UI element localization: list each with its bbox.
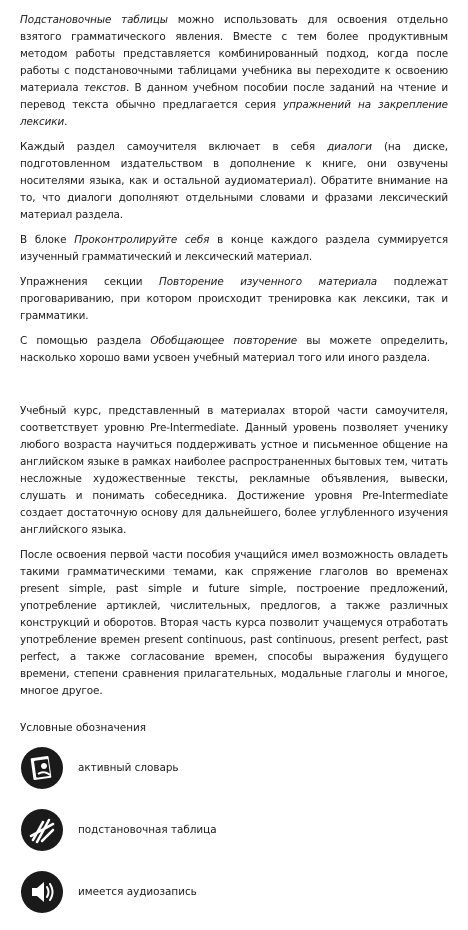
text-segment: можно использовать для освоения отдельно взятого грамматического явления. Вместе с тем более продуктивным методом работы представляется комбинированный подход, когда после работы с подстановочными таблицами учебника вы переходите к освоению материала [20,14,449,94]
text-segment: подлежат проговариванию, при котором происходит тренировка как лексики, так и грамматики. [20,276,448,322]
paragraph [20,12,448,131]
italic-term: Обобщающее повторение [150,335,298,347]
legend-item-audio [20,868,448,916]
text-segment: Учебный курс, представленный в материалах второй части самоучителя, соответствует уровню Pre-Intermediate. Данный уровень позволяет ученику любого возраста научиться поддерживать устное и письменное общение на английском языке в рамках наиболее распространенных бытовых тем, читать несложные художественные тексты, рекламные объявления, вывески, слушать и понимать собеседника. Достижение уровня Pre-Intermediate создает достаточную основу для дальнейшего, более углубленного изучения английского языка. [20,405,448,536]
text-segment: Каждый раздел самоучителя включает в себя [20,141,328,153]
legend [20,722,448,916]
legend-label: имеется аудиозапись [78,886,197,898]
page [20,12,448,930]
text-segment: . В данном учебном пособии после заданий на чтение и перевод текста обычно предлагается серия [20,82,448,111]
paragraph [20,274,448,325]
text-segment: . [64,116,68,128]
substitution-table-icon [20,808,64,852]
audio-icon [20,870,64,914]
text-segment: Упражнения секции [20,276,159,288]
text-segment: После освоения первой части пособия учащийся имел возможность овладеть такими грамматическими темами, как спряжение глаголов во временах present simple, past simple и future simple, построение предложений, употребление артиклей, числительных, предлогов, а также различных конструкций и оборотов. Вторая часть курса позволит учащемуся отработать употребление времен present continuous, past continuous, present perfect, past perfect, а также согласование времен, способы выражения будущего времени, степени сравнения прилагательных, модальные глаголы и многое, многое другое. [20,549,448,697]
italic-term: упражнений на закрепление лексики [20,99,448,128]
italic-term: текстов [83,82,127,94]
text-segment: С помощью раздела [20,335,151,347]
active-dictionary-icon [20,746,64,790]
legend-title: Условные обозначения [20,722,146,734]
text-segment: вы можете определить, насколько хорошо вами усвоен учебный материал того или иного раздела. [20,335,448,364]
paragraph [20,139,448,224]
paragraph [20,333,448,367]
italic-term: Повторение изученного материала [159,276,378,288]
legend-item-dictionary [20,744,448,792]
italic-term: Подстановочные таблицы [20,14,168,26]
paragraph [20,403,448,539]
legend-item-table [20,806,448,854]
text-segment: (на диске, подготовленном издательством в дополнение к книге, они озвучены носителями языка, как и остальной аудиоматериал). Обратите внимание на то, что диалоги дополняют отдельными словами и фразами лексический материал раздела. [20,141,448,221]
italic-term: Проконтролируйте себя [74,234,210,246]
text-segment: в конце каждого раздела суммируется изученный грамматический и лексический материал. [20,234,449,263]
legend-label: активный словарь [78,762,179,774]
paragraph [20,547,448,700]
text-segment: В блоке [20,234,75,246]
legend-label: подстановочная таблица [78,824,217,836]
italic-term: диалоги [327,141,372,153]
paragraph [20,232,448,266]
body-text [20,12,448,700]
